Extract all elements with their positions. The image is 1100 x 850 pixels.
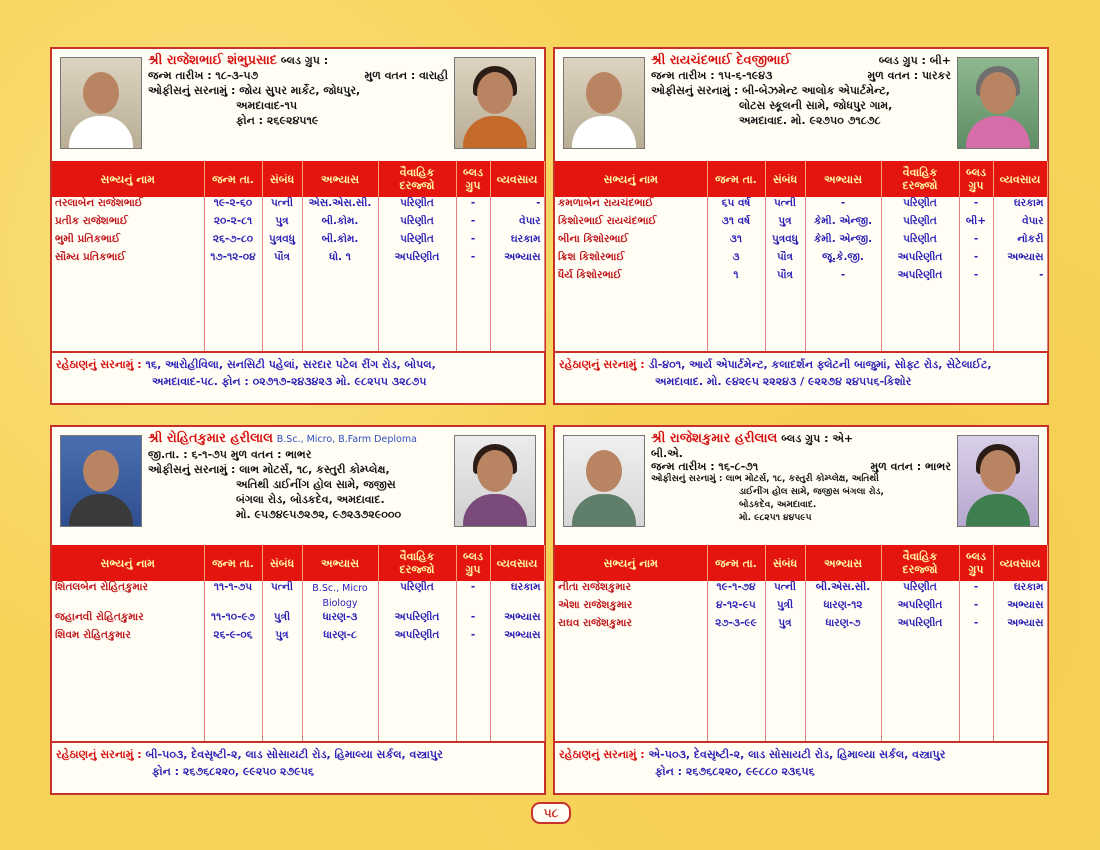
members-table-wrap	[555, 161, 1047, 351]
family-info	[148, 53, 448, 128]
address-line: અમદાવાદ-૫૮. ફોન : ૦૨૭૧૭-૨૪૩૪૨૩ મો. ૯૮૨૫૫ ૩૨૮૭૫	[152, 375, 427, 388]
table-cell: ધારણ-૭	[805, 617, 881, 635]
address-line: એ-૫૦૩, દેવસૃષ્ટી-૨, લાડ સોસાયટી રોડ, હિમાલ્યા સર્કલ, વસ્ત્રાપુર	[648, 748, 946, 761]
table-cell: પુત્ર	[262, 215, 302, 233]
table-cell: -	[805, 197, 881, 215]
column-header: વૈવાહિક દરજ્જો	[378, 545, 456, 581]
table-cell	[707, 635, 765, 741]
table-cell: તરલાબેન રાજેશભાઈ	[52, 197, 204, 215]
table-header-row	[52, 161, 544, 197]
table-cell: -	[959, 581, 993, 599]
table-cell: -	[456, 581, 490, 611]
table-cell: નોકરી	[993, 233, 1047, 251]
info-line: બોડકદેવ, અમદાવાદ.	[739, 500, 817, 510]
table-cell	[765, 287, 805, 351]
table-cell: -	[959, 251, 993, 269]
male-member-photo	[60, 57, 142, 149]
table-cell: પરિણીત	[881, 215, 959, 233]
column-header: વ્યવસાય	[993, 545, 1047, 581]
table-header-row	[555, 545, 1047, 581]
table-cell: ૪-૧૨-૯૫	[707, 599, 765, 617]
table-cell	[707, 287, 765, 351]
table-cell: -	[959, 233, 993, 251]
table-cell	[456, 647, 490, 741]
table-cell: અપરિણીત	[378, 251, 456, 269]
column-header: અભ્યાસ	[805, 545, 881, 581]
table-row	[555, 617, 1047, 635]
table-cell: ઘરકામ	[993, 581, 1047, 599]
table-cell	[204, 647, 262, 741]
table-row	[555, 215, 1047, 233]
table-cell: -	[490, 197, 544, 215]
table-filler-row	[52, 269, 544, 351]
table-cell: બીના કિશોરભાઈ	[555, 233, 707, 251]
info-line: અમદાવાદ. મો. ૯૨૭૫૦ ૭૧૮૭૮	[739, 114, 881, 127]
table-cell: જહાનવી રોહિતકુમાર	[52, 611, 204, 629]
table-cell: અપરિણીત	[881, 599, 959, 617]
table-cell	[993, 635, 1047, 741]
table-cell: -	[456, 197, 490, 215]
table-cell: કેમી. એન્જી.	[805, 233, 881, 251]
female-member-photo	[957, 57, 1039, 149]
table-cell	[805, 287, 881, 351]
table-cell: ધો. ૧	[302, 251, 378, 269]
info-line: જન્મ તારીખ : ૧૫-૬-૧૯૪૩	[651, 69, 773, 82]
table-cell: વેપાર	[490, 215, 544, 233]
table-cell: ધારણ-૧૨	[805, 599, 881, 617]
table-cell: ૧૧-૧-૭૫	[204, 581, 262, 611]
table-cell: -	[959, 599, 993, 617]
address-label: રહેઠાણનું સરનામું :	[56, 748, 142, 761]
members-table	[52, 161, 545, 351]
table-cell: બી.કોમ.	[302, 215, 378, 233]
info-line: ઓફીસનું સરનામું : બી-બેઝમેન્ટ આલોક એપાર્ટમેન્ટ,	[651, 84, 890, 97]
table-row	[555, 251, 1047, 269]
info-line: ઓફીસનું સરનામું : લાભ મોટર્સ, ૧૮, કસ્તુરી કોમ્પ્લેક્ષ, અતિથી	[651, 474, 879, 484]
head-name: શ્રી રાયચંદભાઈ દેવજીભાઈ	[651, 53, 791, 68]
table-cell	[378, 269, 456, 351]
column-header: વૈવાહિક દરજ્જો	[378, 161, 456, 197]
table-cell: પરિણીત	[881, 233, 959, 251]
table-cell: ભુમી પ્રતિકભાઈ	[52, 233, 204, 251]
male-member-photo	[563, 435, 645, 527]
table-cell: ૧૧-૧૦-૯૭	[204, 611, 262, 629]
info-line: જન્મ તારીખ : ૧૬-૮-૭૧	[651, 460, 759, 473]
members-table-wrap	[52, 161, 544, 351]
table-cell: અપરિણીત	[881, 269, 959, 287]
family-info	[148, 431, 448, 522]
table-cell: ૨૬-૯-૦૬	[204, 629, 262, 647]
address-line: ફોન : ૨૬૭૬૮૨૨૦, ૯૯૮૮૦ ૨૩૬૫૬	[655, 765, 815, 778]
table-cell: ઘરકામ	[993, 197, 1047, 215]
table-row	[555, 269, 1047, 287]
table-header-row	[555, 161, 1047, 197]
column-header: અભ્યાસ	[805, 161, 881, 197]
table-row	[52, 251, 544, 269]
table-row	[555, 581, 1047, 599]
table-cell: પ્રતીક રાજેશભાઈ	[52, 215, 204, 233]
table-cell: પુત્રી	[765, 599, 805, 617]
table-cell	[490, 647, 544, 741]
female-member-photo	[454, 57, 536, 149]
column-header: સભ્યનું નામ	[52, 161, 204, 197]
table-cell: પૌત્ર	[262, 251, 302, 269]
table-cell: અપરિણીત	[378, 611, 456, 629]
table-cell: શિતલબેન રોહિતકુમાર	[52, 581, 204, 611]
family-header	[555, 427, 1047, 545]
table-cell: કમળાબેન રાયચંદભાઈ	[555, 197, 707, 215]
members-table-wrap	[555, 545, 1047, 741]
table-cell	[378, 647, 456, 741]
table-cell	[765, 635, 805, 741]
members-table	[52, 545, 545, 741]
table-cell: કિશોરભાઈ રાયચંદભાઈ	[555, 215, 707, 233]
family-info	[651, 53, 951, 128]
table-cell	[993, 287, 1047, 351]
table-cell: -	[456, 629, 490, 647]
table-row	[555, 233, 1047, 251]
table-cell: બી.એસ.સી.	[805, 581, 881, 599]
column-header: વ્યવસાય	[993, 161, 1047, 197]
table-cell: -	[959, 269, 993, 287]
table-cell: -	[959, 197, 993, 215]
column-header: બ્લડ ગ્રુપ	[959, 545, 993, 581]
table-cell: પુત્રવધુ	[765, 233, 805, 251]
table-cell	[262, 647, 302, 741]
blood-group: બ્લડ ગ્રુપ : એ+	[781, 432, 854, 445]
table-cell: એશા રાજેશકુમાર	[555, 599, 707, 617]
address-line: ફોન : ૨૬૭૬૮૨૨૦, ૯૯૨૫૦ ૨૭૯૫૬	[152, 765, 315, 778]
table-cell: ૩૧	[707, 233, 765, 251]
table-cell: ધારણ-૩	[302, 611, 378, 629]
table-cell: ઘરકામ	[490, 233, 544, 251]
address-line: ૧૬, આરોહીવિલા, સનસિટી પહેલાં, સરદાર પટેલ રીંગ રોડ, બોપલ,	[145, 358, 436, 371]
column-header: જન્મ તા.	[707, 545, 765, 581]
qualification: B.Sc., Micro, B.Farm Deploma	[276, 434, 417, 445]
table-row	[555, 599, 1047, 617]
table-cell	[555, 635, 707, 741]
address-line: બી-૫૦૩, દેવસૃષ્ટી-૨, લાડ સોસાયટી રોડ, હિમાલ્યા સર્કલ, વસ્ત્રાપુર	[145, 748, 443, 761]
column-header: સંબંધ	[262, 161, 302, 197]
column-header: વૈવાહિક દરજ્જો	[881, 545, 959, 581]
table-cell: વેપાર	[993, 215, 1047, 233]
column-header: જન્મ તા.	[204, 161, 262, 197]
family-card	[50, 425, 546, 795]
info-line: જી.તા. : ૬-૧-૭૫ મુળ વતન : ભાભર	[148, 448, 312, 461]
female-member-photo	[454, 435, 536, 527]
info-line: મુળ વતન : ભાભર	[870, 460, 951, 473]
table-cell: અપરિણીત	[881, 617, 959, 635]
table-cell	[302, 269, 378, 351]
table-cell: ૩૧ વર્ષ	[707, 215, 765, 233]
column-header: બ્લડ ગ્રુપ	[456, 161, 490, 197]
info-line: મો. ૯૮૨૫૧ ૪૪૫૯૫	[739, 513, 812, 523]
table-cell	[456, 269, 490, 351]
table-cell: અભ્યાસ	[490, 629, 544, 647]
table-header-row	[52, 545, 544, 581]
info-line: લોટસ સ્કૂલની સામે, જોધપુર ગામ,	[739, 99, 893, 112]
head-name: શ્રી રાજેશભાઈ શંભુપ્રસાદ	[148, 53, 278, 68]
table-cell: અભ્યાસ	[993, 617, 1047, 635]
table-filler-row	[52, 647, 544, 741]
table-cell: પુત્રવધુ	[262, 233, 302, 251]
head-name: શ્રી રાજેશકુમાર હરીલાલ	[651, 431, 778, 446]
table-cell: -	[805, 269, 881, 287]
table-row	[52, 629, 544, 647]
table-row	[52, 611, 544, 629]
column-header: વૈવાહિક દરજ્જો	[881, 161, 959, 197]
column-header: જન્મ તા.	[204, 545, 262, 581]
table-cell	[881, 635, 959, 741]
column-header: સભ્યનું નામ	[555, 161, 707, 197]
family-header	[555, 49, 1047, 161]
table-row	[52, 233, 544, 251]
table-cell: પરિણીત	[378, 197, 456, 215]
info-line: મો. ૯૫૭૪૯૫૭૨૭૨, ૯૭૨૩૭૨૯૦૦૦	[236, 508, 402, 521]
table-cell: પરિણીત	[378, 215, 456, 233]
table-cell: ઘરકામ	[490, 581, 544, 611]
table-cell: બી.કોમ.	[302, 233, 378, 251]
info-line: ઓફીસનું સરનામું : જોય સુપર માર્કેટ, જોધપુર,	[148, 84, 361, 97]
table-cell: ૧	[707, 269, 765, 287]
column-header: વ્યવસાય	[490, 545, 544, 581]
table-cell: -	[993, 269, 1047, 287]
table-cell: B.Sc., Micro Biology	[302, 581, 378, 611]
table-cell	[959, 635, 993, 741]
table-row	[52, 581, 544, 611]
table-cell: ૧૯-૧-૭૪	[707, 581, 765, 599]
female-member-photo	[957, 435, 1039, 527]
info-line: જન્મ તારીખ : ૧૮-૩-૫૭	[148, 69, 259, 82]
family-header	[52, 427, 544, 545]
info-line: અમદાવાદ-૧૫	[236, 99, 298, 112]
address-label: રહેઠાણનું સરનામું :	[56, 358, 142, 371]
column-header: સભ્યનું નામ	[555, 545, 707, 581]
table-cell	[805, 635, 881, 741]
male-member-photo	[60, 435, 142, 527]
table-cell	[52, 647, 204, 741]
table-cell: ૨૦-૨-૮૧	[204, 215, 262, 233]
table-cell: પરિણીત	[378, 233, 456, 251]
residence-address	[555, 351, 1047, 393]
column-header: બ્લડ ગ્રુપ	[456, 545, 490, 581]
blood-group: બ્લડ ગ્રુપ : બી+	[878, 54, 951, 67]
table-row	[52, 197, 544, 215]
table-filler-row	[555, 287, 1047, 351]
table-cell: પૌત્ર	[765, 269, 805, 287]
residence-address	[52, 741, 544, 783]
table-cell: રાઘવ રાજેશકુમાર	[555, 617, 707, 635]
blood-group: બ્લડ ગ્રુપ :	[280, 54, 329, 67]
address-label: રહેઠાણનું સરનામું :	[559, 748, 645, 761]
address-line: ડી-૪૦૧, આર્ય એપાર્ટમેન્ટ, કલાદર્શન ફ્લેટની બાજુમાં, સોફ્ટ રોડ, સેટેલાઈટ,	[648, 358, 992, 371]
column-header: બ્લડ ગ્રુપ	[959, 161, 993, 197]
table-cell: પુત્ર	[262, 629, 302, 647]
table-cell: પત્ની	[765, 197, 805, 215]
info-line: બી.એ.	[651, 447, 683, 460]
table-cell: અભ્યાસ	[490, 611, 544, 629]
table-cell: -	[456, 233, 490, 251]
address-line: અમદાવાદ. મો. ૯૪૨૯૫ ૨૨૨૪૩ / ૯૨૨૭૪ ૨૪૫૫૬-કિશોર	[655, 375, 912, 388]
table-cell: ક્રિશ કિશોરભાઈ	[555, 251, 707, 269]
table-cell: સૌમ્ય પ્રતિકભાઈ	[52, 251, 204, 269]
family-info	[651, 431, 951, 525]
table-cell: -	[959, 617, 993, 635]
table-cell: પરિણીત	[378, 581, 456, 611]
table-cell	[959, 287, 993, 351]
table-cell: પુત્રી	[262, 611, 302, 629]
members-table	[555, 161, 1048, 351]
table-cell	[262, 269, 302, 351]
table-cell: -	[456, 215, 490, 233]
members-table	[555, 545, 1048, 741]
table-row	[52, 215, 544, 233]
info-line: મુળ વતન : પારકર	[867, 69, 951, 82]
table-cell: પરિણીત	[881, 197, 959, 215]
family-header	[52, 49, 544, 161]
residence-address	[555, 741, 1047, 783]
table-cell: અપરિણીત	[378, 629, 456, 647]
head-name: શ્રી રોહિતકુમાર હરીલાલ	[148, 431, 273, 446]
residence-address	[52, 351, 544, 393]
table-cell	[490, 269, 544, 351]
info-line: ફોન : ૨૬૯૨૪૫૧૯	[236, 114, 319, 127]
table-cell: ધારણ-૮	[302, 629, 378, 647]
column-header: સભ્યનું નામ	[52, 545, 204, 581]
column-header: સંબંધ	[765, 545, 805, 581]
table-cell: -	[456, 251, 490, 269]
table-cell: ધૈર્ય કિશોરભાઈ	[555, 269, 707, 287]
table-cell: અભ્યાસ	[490, 251, 544, 269]
table-cell: -	[456, 611, 490, 629]
table-cell	[555, 287, 707, 351]
table-cell: પૌત્ર	[765, 251, 805, 269]
table-cell: અભ્યાસ	[993, 251, 1047, 269]
column-header: વ્યવસાય	[490, 161, 544, 197]
column-header: સંબંધ	[765, 161, 805, 197]
table-cell: કેમી. એન્જી.	[805, 215, 881, 233]
table-cell: નીતા રાજેશકુમાર	[555, 581, 707, 599]
info-line: ડાઈનીંગ હોલ સામે, જજીસ બંગલા રોડ,	[739, 487, 884, 497]
table-cell: ૨૭-૩-૯૯	[707, 617, 765, 635]
table-cell	[881, 287, 959, 351]
table-cell: અપરિણીત	[881, 251, 959, 269]
table-cell: જૂ.કે.જી.	[805, 251, 881, 269]
table-cell: અભ્યાસ	[993, 599, 1047, 617]
info-line: મુળ વતન : વારાહી	[364, 69, 448, 82]
male-member-photo	[563, 57, 645, 149]
page-number: ૫૮	[531, 802, 571, 824]
family-card	[50, 47, 546, 405]
table-row	[555, 197, 1047, 215]
table-cell: પત્ની	[765, 581, 805, 599]
address-label: રહેઠાણનું સરનામું :	[559, 358, 645, 371]
info-line: ઓફીસનું સરનામું : લાભ મોટર્સ, ૧૮, કસ્તુરી કોમ્પ્લેક્ષ,	[148, 463, 390, 476]
column-header: જન્મ તા.	[707, 161, 765, 197]
members-table-wrap	[52, 545, 544, 741]
column-header: અભ્યાસ	[302, 545, 378, 581]
table-cell	[52, 269, 204, 351]
family-card	[553, 425, 1049, 795]
table-cell: પત્ની	[262, 197, 302, 215]
table-cell: પરિણીત	[881, 581, 959, 599]
table-cell: પત્ની	[262, 581, 302, 611]
table-cell: શિવમ રોહિતકુમાર	[52, 629, 204, 647]
table-cell: એસ.એસ.સી.	[302, 197, 378, 215]
table-cell: ૬૫ વર્ષ	[707, 197, 765, 215]
table-cell	[204, 269, 262, 351]
table-cell: ૧૯-૨-૬૦	[204, 197, 262, 215]
table-cell	[302, 647, 378, 741]
table-cell: પુત્ર	[765, 215, 805, 233]
info-line: બંગલા રોડ, બોડકદેવ, અમદાવાદ.	[236, 493, 385, 506]
column-header: અભ્યાસ	[302, 161, 378, 197]
info-line: અતિથી ડાઈનીંગ હોલ સામે, જજીસ	[236, 478, 396, 491]
family-card	[553, 47, 1049, 405]
table-cell: પુત્ર	[765, 617, 805, 635]
table-filler-row	[555, 635, 1047, 741]
table-cell: ૩	[707, 251, 765, 269]
table-cell: ૨૬-૭-૮૦	[204, 233, 262, 251]
table-cell: બી+	[959, 215, 993, 233]
table-cell: ૧૭-૧૨-૦૪	[204, 251, 262, 269]
column-header: સંબંધ	[262, 545, 302, 581]
